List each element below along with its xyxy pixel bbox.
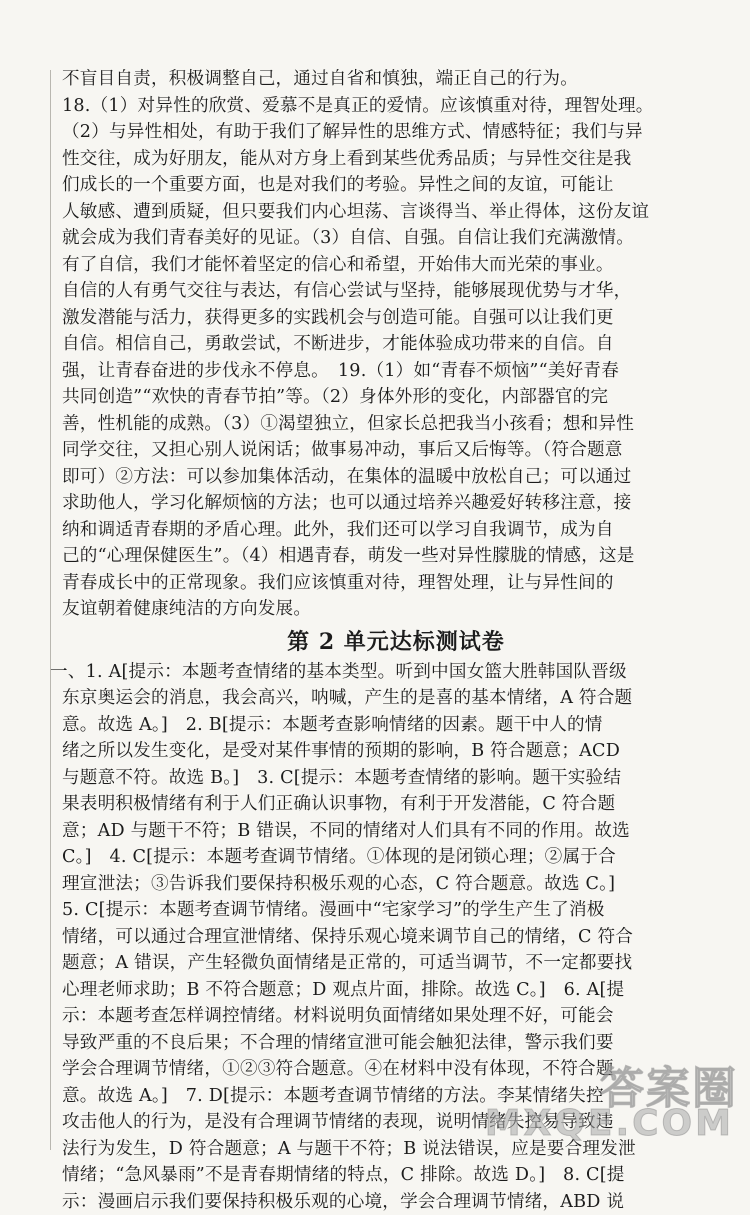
- text-line: 善，性机能的成熟。（3）①渴望独立，但家长总把我当小孩看；想和异性: [62, 411, 730, 438]
- text-line: 果表明积极情绪有利于人们正确认识事物，有利于开发潜能，C 符合题: [62, 791, 730, 818]
- text-line: 示：本题考查怎样调控情绪。材料说明负面情绪如果处理不好，可能会: [62, 1003, 730, 1030]
- text-line: 就会成为我们青春美好的见证。（3）自信、自强。自信让我们充满激情。: [62, 225, 730, 252]
- text-line: 纳和调适青春期的矛盾心理。此外，我们还可以学习自我调节，成为自: [62, 517, 730, 544]
- text-line: 理宣泄法；③告诉我们要保持积极乐观的心态，C 符合题意。故选 C。]: [62, 871, 730, 898]
- text-line: 即可）②方法：可以参加集体活动，在集体的温暖中放松自己；可以通过: [62, 464, 730, 491]
- text-line: 导致严重的不良后果；不合理的情绪宣泄可能会触犯法律，警示我们要: [62, 1030, 730, 1057]
- page-content: [62, 66, 730, 1215]
- text-line: 学会合理调节情绪，①②③符合题意。④在材料中没有体现，不符合题: [62, 1056, 730, 1083]
- text-line: 激发潜能与活力，获得更多的实践机会与创造可能。自强可以让我们更: [62, 305, 730, 332]
- text-line: 18.（1）对异性的欣赏、爱慕不是真正的爱情。应该慎重对待，理智处理。: [62, 93, 730, 120]
- text-line: 意。故选 A。] 7. D[提示：本题考查调节情绪的方法。李某情绪失控: [62, 1083, 730, 1110]
- text-line: 意。故选 A。] 2. B[提示：本题考查影响情绪的因素。题干中人的情: [62, 712, 730, 739]
- text-line: （2）与异性相处，有助于我们了解异性的思维方式、情感特征；我们与异: [62, 119, 730, 146]
- text-line: 情绪，可以通过合理宣泄情绪、保持乐观心境来调节自己的情绪，C 符合: [62, 924, 730, 951]
- text-line: 们成长的一个重要方面，也是对我们的考验。异性之间的友谊，可能让: [62, 172, 730, 199]
- text-line: 绪之所以发生变化，是受对某件事情的预期的影响，B 符合题意；ACD: [62, 738, 730, 765]
- text-line: 有了自信，我们才能怀着坚定的信心和希望，开始伟大而光荣的事业。: [62, 252, 730, 279]
- text-line: 求助他人，学习化解烦恼的方法；也可以通过培养兴趣爱好转移注意，接: [62, 490, 730, 517]
- text-line: 意；AD 与题干不符；B 错误，不同的情绪对人们具有不同的作用。故选: [62, 818, 730, 845]
- watermark-logo-text: 答案圈: [600, 1052, 738, 1116]
- section-title: 第 2 单元达标测试卷: [62, 626, 730, 658]
- left-margin-rule: [50, 70, 51, 1150]
- text-line: 示：漫画启示我们要保持积极乐观的心境，学会合理调节情绪，ABD 说: [62, 1189, 730, 1215]
- text-line: 强，让青春奋进的步伐永不停息。 19.（1）如“青春不烦恼”“美好青春: [62, 358, 730, 385]
- text-line: 东京奥运会的消息，我会高兴，呐喊，产生的是喜的基本情绪，A 符合题: [62, 685, 730, 712]
- text-line: 人敏感、遭到质疑，但只要我们内心坦荡、言谈得当、举止得体，这份友谊: [62, 199, 730, 226]
- text-line: 己的“心理保健医生”。（4）相遇青春，萌发一些对异性朦胧的情感，这是: [62, 543, 730, 570]
- text-line: 与题意不符。故选 B。] 3. C[提示：本题考查情绪的影响。题干实验结: [62, 765, 730, 792]
- text-line: 同学交往，又担心别人说闲话；做事易冲动，事后又后悔等。（符合题意: [62, 437, 730, 464]
- watermark-url-text: MXQE.COM: [485, 1103, 734, 1144]
- answer-block-unit2: [62, 659, 730, 1215]
- text-line: 法行为发生，D 符合题意；A 与题干不符；B 说法错误，应是要合理发泄: [62, 1136, 730, 1163]
- answer-block-unit1: [62, 66, 730, 623]
- text-line: 自信的人有勇气交往与表达，有信心尝试与坚持，能够展现优势与才华，: [62, 278, 730, 305]
- text-line: 自信。相信自己，勇敢尝试，不断进步，才能体验成功带来的自信。自: [62, 331, 730, 358]
- text-line: 不盲目自责，积极调整自己，通过自省和慎独，端正自己的行为。: [62, 66, 730, 93]
- text-line: 情绪；“急风暴雨”不是青春期情绪的特点，C 排除。故选 D。] 8. C[提: [62, 1162, 730, 1189]
- text-line: 攻击他人的行为，是没有合理调节情绪的表现，说明情绪失控易导致违: [62, 1109, 730, 1136]
- text-line: C。] 4. C[提示：本题考查调节情绪。①体现的是闭锁心理；②属于合: [62, 844, 730, 871]
- text-line: 5. C[提示：本题考查调节情绪。漫画中“宅家学习”的学生产生了消极: [62, 897, 730, 924]
- text-line: 题意；A 错误，产生轻微负面情绪是正常的，可适当调节，不一定都要找: [62, 950, 730, 977]
- text-line: 青春成长中的正常现象。我们应该慎重对待，理智处理，让与异性间的: [62, 570, 730, 597]
- text-line: 一、1. A[提示：本题考查情绪的基本类型。听到中国女篮大胜韩国队晋级: [50, 659, 730, 686]
- text-line: 心理老师求助；B 不符合题意；D 观点片面，排除。故选 C。] 6. A[提: [62, 977, 730, 1004]
- text-line: 共同创造”“欢快的青春节拍”等。（2）身体外形的变化，内部器官的完: [62, 384, 730, 411]
- text-line: 性交往，成为好朋友，能从对方身上看到某些优秀品质；与异性交往是我: [62, 146, 730, 173]
- text-line: 友谊朝着健康纯洁的方向发展。: [62, 596, 730, 623]
